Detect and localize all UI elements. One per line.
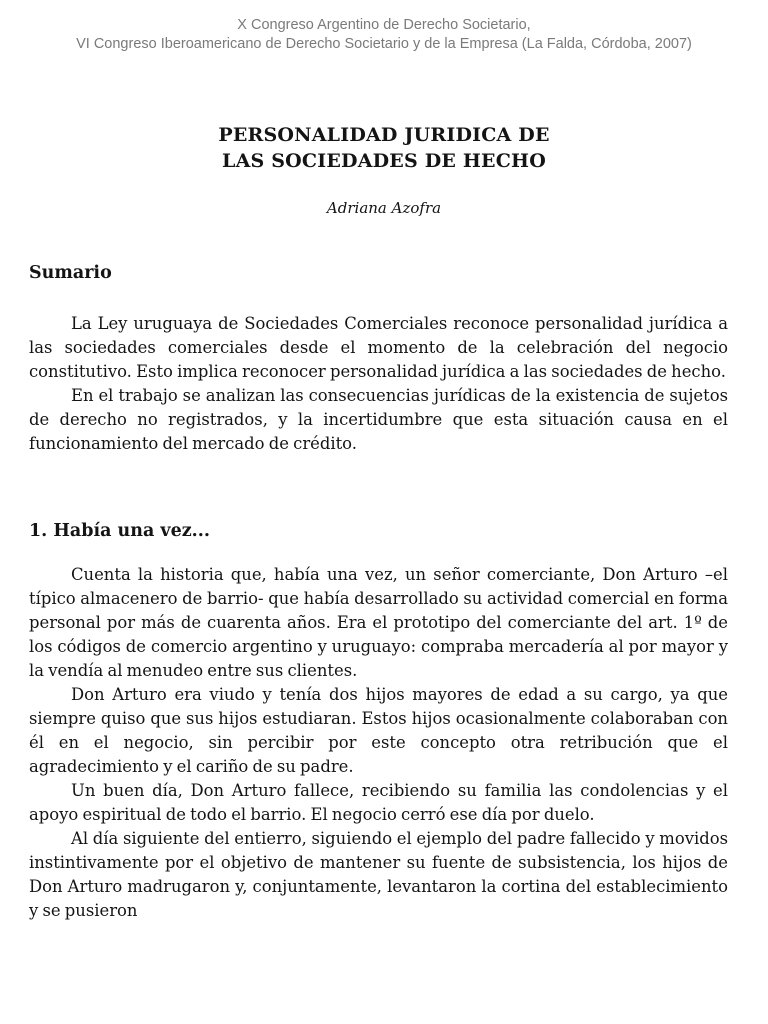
paragraph: La Ley uruguaya de Sociedades Comerciales reconoce personalidad jurídica a las sociedades comerciales desde el momento de la celebración del negocio constitutivo. Esto implica reconocer personalidad jurídica a las sociedades de hecho. xyxy=(29,314,728,381)
section-heading-sumario: Sumario xyxy=(29,263,112,283)
paper-title-line-2: LAS SOCIEDADES DE HECHO xyxy=(222,150,546,172)
running-header-line-2: VI Congreso Iberoamericano de Derecho Societario y de la Empresa (La Falda, Córdoba, 2007) xyxy=(76,36,692,52)
sumario-body xyxy=(29,312,728,456)
paper-title-line-1: PERSONALIDAD JURIDICA DE xyxy=(218,124,550,146)
running-header xyxy=(0,16,768,54)
paper-title xyxy=(0,122,768,174)
paragraph: Al día siguiente del entierro, siguiendo el ejemplo del padre fallecido y movidos instintivamente por el objetivo de mantener su fuente de subsistencia, los hijos de Don Arturo madrugaron y, conjuntamente, levantaron la cortina del establecimiento y se pusieron xyxy=(29,829,728,920)
author-name: Adriana Azofra xyxy=(326,199,442,217)
paragraph: Cuenta la historia que, había una vez, un señor comerciante, Don Arturo –el típico almacenero de barrio- que había desarrollado su actividad comercial en forma personal por más de cuarenta años. Era el prototipo del comerciante del art. 1º de los códigos de comercio argentino y uruguayo: compraba mercadería al por mayor y la vendía al menudeo entre sus clientes. xyxy=(29,565,728,680)
paragraph: Un buen día, Don Arturo fallece, recibiendo su familia las condolencias y el apoyo espiritual de todo el barrio. El negocio cerró ese día por duelo. xyxy=(29,781,728,824)
paragraph: En el trabajo se analizan las consecuencias jurídicas de la existencia de sujetos de derecho no registrados, y la incertidumbre que esta situación causa en el funcionamiento del mercado de crédito. xyxy=(29,386,728,453)
section-heading-1: 1. Había una vez... xyxy=(29,521,210,541)
section-1-body xyxy=(29,563,728,923)
paragraph: Don Arturo era viudo y tenía dos hijos mayores de edad a su cargo, ya que siempre quiso que sus hijos estudiaran. Estos hijos ocasionalmente colaboraban con él en el negocio, sin percibir por este concepto otra retribución que el agradecimiento y el cariño de su padre. xyxy=(29,685,728,776)
running-header-line-1: X Congreso Argentino de Derecho Societario, xyxy=(237,17,531,33)
